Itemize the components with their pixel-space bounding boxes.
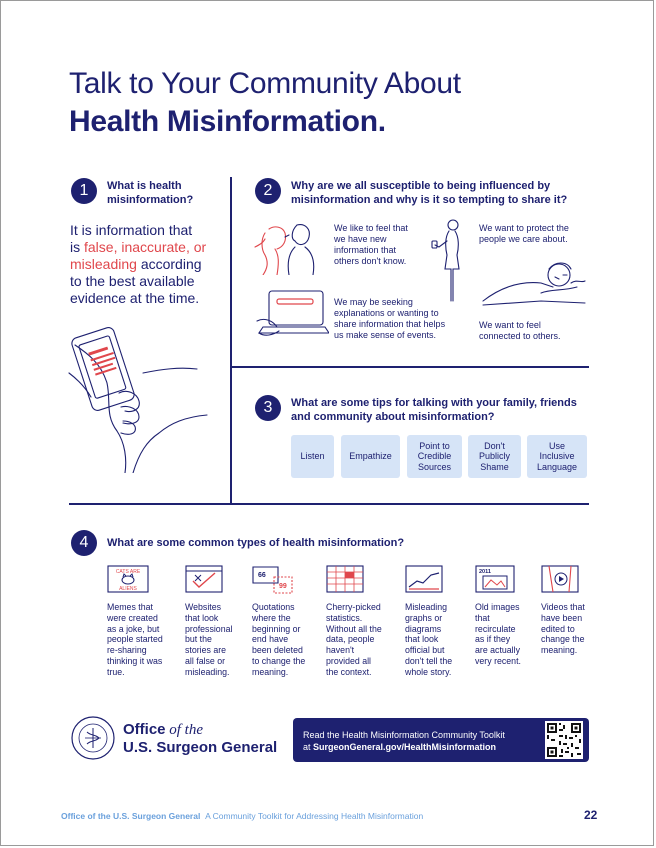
reason-1-line: We like to feel that [334, 223, 408, 233]
page-title-line1: Talk to Your Community About [69, 67, 461, 100]
type-line: haven't [326, 645, 355, 656]
type-line: Without all the [326, 623, 382, 634]
type-line: Quotations [252, 602, 295, 612]
type-line: recirculate [475, 623, 516, 634]
surgeon-general-word: U.S. Surgeon General [123, 739, 278, 756]
svg-text:99: 99 [279, 583, 287, 590]
type-line: diagrams [405, 623, 442, 634]
reason-4 [479, 320, 561, 342]
section1-question-line1: What is health [107, 180, 182, 192]
type-line: to change the [252, 655, 306, 666]
type-line: the context. [326, 666, 372, 677]
type-memes [107, 602, 163, 678]
type-line: beginning or [252, 623, 301, 634]
answer-red1: false, inaccurate, or [84, 239, 207, 255]
type-line: Misleading [405, 602, 448, 612]
section1-question-line2: misinformation? [107, 194, 194, 206]
tip-credible-sources [407, 435, 462, 478]
answer-is: is [70, 239, 84, 255]
type-line: have been [541, 612, 583, 623]
type-line: change the [541, 634, 585, 645]
public-health-service-seal [71, 716, 115, 760]
type-line: that look [405, 634, 439, 645]
person-in-bed-illustration [481, 257, 587, 311]
reason-1-line: information that [334, 245, 397, 255]
old-image-year: 2011 [479, 569, 491, 575]
type-line: Old images [475, 602, 520, 612]
type-line: Memes that [107, 602, 153, 612]
section1-question [107, 179, 193, 207]
type-line: Cherry-picked [326, 602, 381, 612]
footer-text [61, 811, 423, 821]
answer-line4: to the best available [70, 273, 195, 289]
tip-empathize [341, 435, 400, 478]
type-line: official but [405, 645, 445, 656]
reason-1-line: others don't know. [334, 256, 407, 266]
section2-question-line2: misinformation and why is it so tempting to share it? [291, 194, 568, 206]
type-old-images [475, 602, 521, 667]
horizontal-divider-mid [231, 366, 589, 368]
type-line: were created [107, 612, 158, 623]
cta-prefix: at [303, 742, 314, 752]
type-line: professional [185, 623, 233, 634]
type-quotations [252, 602, 305, 678]
reason-1 [334, 223, 408, 267]
phone-hand-illustration [67, 323, 217, 473]
type-line: graphs or [405, 612, 443, 623]
answer-line3 [70, 256, 230, 273]
reason-2 [479, 223, 569, 245]
tip-inclusive-language [527, 435, 587, 478]
tip-line: Inclusive [539, 451, 575, 462]
type-line: provided all [326, 655, 371, 666]
section3-number: 3 [255, 395, 281, 421]
cta-line2 [303, 741, 505, 753]
reason-3-line: us make sense of events. [334, 330, 437, 340]
qr-code-icon[interactable] [545, 721, 583, 759]
reason-4-line: We want to feel [479, 320, 541, 330]
type-line: that look [185, 612, 219, 623]
page-number: 22 [584, 808, 598, 822]
reason-4-line: connected to others. [479, 331, 561, 341]
reason-3-line: We may be seeking [334, 297, 413, 307]
answer-line2 [70, 239, 230, 256]
answer-line5: evidence at the time. [70, 290, 200, 306]
old-image-icon [475, 565, 515, 593]
of-the-word: of the [165, 722, 204, 738]
svg-text:66: 66 [258, 572, 266, 579]
meme-bottom-text: ALIENS [119, 586, 137, 592]
reason-3-line: explanations or wanting to [334, 308, 439, 318]
reason-2-line: people we care about. [479, 234, 568, 244]
tip-line: Listen [300, 451, 325, 462]
type-line: end have [252, 634, 289, 645]
tip-line: Don't [484, 440, 505, 451]
office-word: Office [123, 721, 166, 738]
tip-listen [291, 435, 334, 478]
page-title-line2: Health Misinformation. [69, 105, 386, 138]
type-websites [185, 602, 232, 678]
horizontal-divider-bottom [69, 503, 589, 505]
tip-line: Shame [480, 461, 509, 472]
reason-3 [334, 297, 445, 341]
section1-number: 1 [71, 178, 97, 204]
type-line: as if they [475, 634, 511, 645]
type-line: whole story. [405, 666, 452, 677]
type-line: edited to [541, 623, 575, 634]
footer-org: Office of the U.S. Surgeon General [61, 811, 201, 821]
section2-question [291, 179, 591, 207]
answer-suffix1: according [136, 256, 202, 272]
type-line: thinking it was [107, 655, 163, 666]
type-line: people started [107, 634, 163, 645]
tip-line: Language [536, 461, 578, 472]
type-line: meaning. [541, 645, 578, 656]
footer-doc: A Community Toolkit for Addressing Health Misinformation [205, 811, 424, 821]
meme-icon [107, 565, 149, 593]
type-line: been deleted [252, 645, 303, 656]
type-line: Websites [185, 602, 222, 612]
type-line: Videos that [541, 602, 585, 612]
laptop-typing-illustration [255, 287, 329, 343]
toolkit-cta-box[interactable] [293, 718, 589, 762]
website-icon [185, 565, 223, 593]
section2-number: 2 [255, 178, 281, 204]
tip-line: Credible [417, 451, 452, 462]
tip-line: Use [548, 440, 565, 451]
type-line: meaning. [252, 666, 289, 677]
misleading-graph-icon [405, 565, 443, 593]
tip-line: Publicly [478, 451, 510, 462]
section4-number: 4 [71, 530, 97, 556]
vertical-divider [230, 177, 232, 503]
meme-top-text: CATS ARE [115, 569, 141, 575]
type-line: statistics. [326, 612, 363, 623]
type-cherry-picked [326, 602, 382, 678]
section3-question-line1: What are some tips for talking with your family, friends [291, 397, 577, 409]
cherry-picked-stats-icon [326, 565, 364, 593]
type-line: true. [107, 666, 125, 677]
quotation-icon [252, 565, 294, 595]
type-line: stories are [185, 645, 227, 656]
answer-red2: misleading [70, 256, 137, 272]
tip-line: Sources [417, 461, 452, 472]
type-line: data, people [326, 634, 375, 645]
type-misleading-graphs [405, 602, 452, 678]
reason-2-line: We want to protect the [479, 223, 569, 233]
section4-question: What are some common types of health misinformation? [107, 537, 405, 549]
tip-line: Point to [419, 440, 450, 451]
type-line: where the [252, 612, 291, 623]
section3-question [291, 396, 591, 424]
section1-answer [70, 222, 230, 307]
type-line: that [475, 612, 490, 623]
type-line: misleading. [185, 666, 230, 677]
whispering-people-illustration [253, 219, 327, 275]
edited-video-icon [541, 565, 579, 593]
tip-line: Empathize [349, 451, 392, 462]
cta-line1: Read the Health Misinformation Community Toolkit [303, 730, 505, 740]
answer-line1: It is information that [70, 222, 193, 238]
type-line: don't tell the [405, 655, 453, 666]
type-line: but the [185, 634, 212, 645]
type-line: all false or [185, 655, 226, 666]
type-line: re-sharing [107, 645, 147, 656]
reason-3-line: share information that helps [334, 319, 446, 329]
section3-question-line2: and community about misinformation? [291, 411, 495, 423]
type-videos [541, 602, 585, 656]
section2-question-line1: Why are we all susceptible to being influenced by [291, 180, 551, 192]
type-line: are actually [475, 645, 520, 656]
cta-link[interactable]: SurgeonGeneral.gov/HealthMisinformation [313, 742, 497, 752]
type-line: as a joke, but [107, 623, 160, 634]
person-with-phone-illustration [431, 217, 465, 303]
reason-1-line: we have new [334, 234, 387, 244]
type-line: very recent. [475, 655, 521, 666]
tip-dont-shame [468, 435, 521, 478]
office-logo-text [123, 721, 277, 757]
